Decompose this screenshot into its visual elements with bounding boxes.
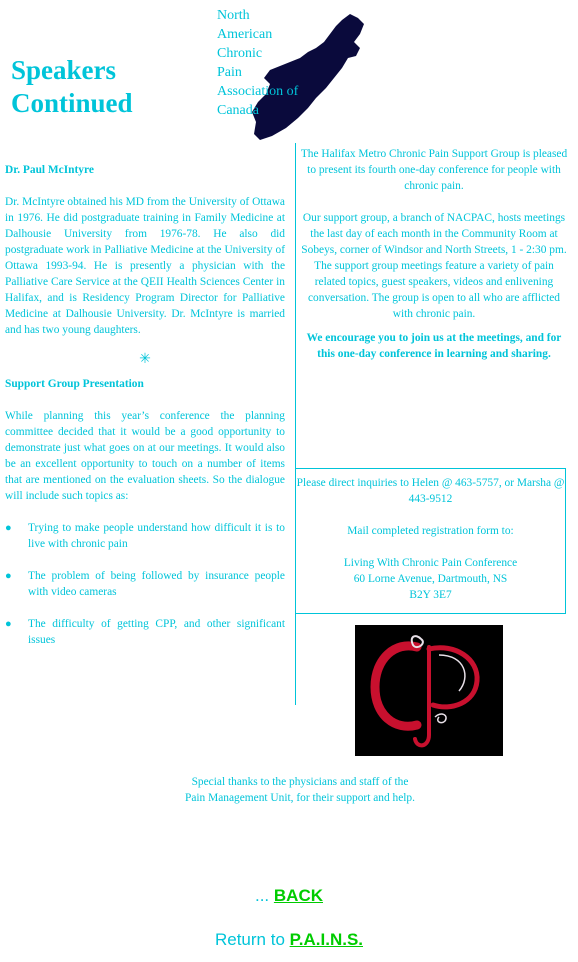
org-name-line: Chronic (217, 46, 263, 61)
section-text: While planning this year’s conference the planning committee decided that it would be a good opportunity to demonstrate just what goes on at our meetings. It would also be an excellent opportunity to touch on a number of items that are mentioned on the evaluation sheets. So the dialogue will include such topics as: (5, 410, 285, 502)
thanks-line: Special thanks to the physicians and staff of the (191, 776, 409, 788)
left-column (5, 162, 285, 664)
bullet-icon: ● (5, 570, 12, 582)
organization-name (217, 6, 337, 120)
right-column (300, 146, 568, 362)
back-link[interactable]: BACK (273, 886, 323, 905)
topic-list (5, 520, 285, 648)
address-line: 60 Lorne Avenue, Dartmouth, NS (353, 573, 508, 585)
back-prefix: ... (254, 886, 274, 905)
list-item-text: The difficulty of getting CPP, and other significant issues (28, 618, 285, 646)
org-name-line: Canada (217, 103, 259, 118)
pains-home-link[interactable]: P.A.I.N.S. (289, 930, 364, 949)
thanks-line: Pain Management Unit, for their support and help. (185, 792, 415, 804)
page-title (11, 54, 201, 120)
page-title-line: Speakers (11, 55, 117, 85)
address-line: Living With Chronic Pain Conference (343, 557, 518, 569)
encourage-text: We encourage you to join us at the meetings, and for this one-day conference in learning and sharing. (306, 332, 562, 360)
cp-logo (355, 625, 503, 756)
inquiries-text: Please direct inquiries to Helen @ 463-5757, or Marsha @ 443-9512 (296, 477, 565, 505)
thanks-note (100, 774, 500, 806)
list-item (5, 568, 285, 600)
return-prefix: Return to (214, 930, 290, 949)
speaker-name: Dr. Paul McIntyre (5, 164, 94, 176)
return-nav (0, 930, 578, 950)
support-group-text: Our support group, a branch of NACPAC, hosts meetings the last day of each month in the Community Room at Sobeys, corner of Windsor and North Streets, 1 - 2:30 pm. The support group meetings feature a variety of pain related topics, guest speakers, videos and enlivening conversation. The group is open to all who are afflicted with chronic pain. (301, 212, 567, 320)
list-item-text: Trying to make people understand how difficult it is to live with chronic pain (28, 522, 285, 550)
contact-box (296, 468, 566, 614)
address-line: B2Y 3E7 (409, 589, 452, 601)
org-name-line: American (217, 27, 273, 42)
speaker-bio: Dr. McIntyre obtained his MD from the University of Ottawa in 1976. He did postgraduate training in Family Medicine at Dalhousie University from 1976-78. He also did postgraduate work in Palliative Medicine at the University of Ottawa 1993-94. He is presently a physician with the Palliative Care Service at the QEII Health Sciences Center in Halifax, and is Residency Program Director for Palliative Medicine at Dalhousie University. Dr. McIntyre is married and has two young daughters. (5, 196, 285, 336)
bullet-icon: ● (5, 522, 12, 534)
separator-star-icon: ✳ (139, 352, 151, 367)
mail-label: Mail completed registration form to: (347, 525, 514, 537)
page-title-line: Continued (11, 88, 133, 118)
list-item (5, 520, 285, 552)
org-name-line: North (217, 8, 250, 23)
org-name-line: Association of (217, 84, 299, 99)
list-item-text: The problem of being followed by insurance people with video cameras (28, 570, 285, 598)
column-divider (295, 143, 296, 705)
bullet-icon: ● (5, 618, 12, 630)
section-heading: Support Group Presentation (5, 378, 144, 390)
list-item (5, 616, 285, 648)
back-nav (0, 886, 578, 906)
org-name-line: Pain (217, 65, 242, 80)
intro-text: The Halifax Metro Chronic Pain Support Group is pleased to present its fourth one-day conference for people with chronic pain. (300, 148, 568, 192)
